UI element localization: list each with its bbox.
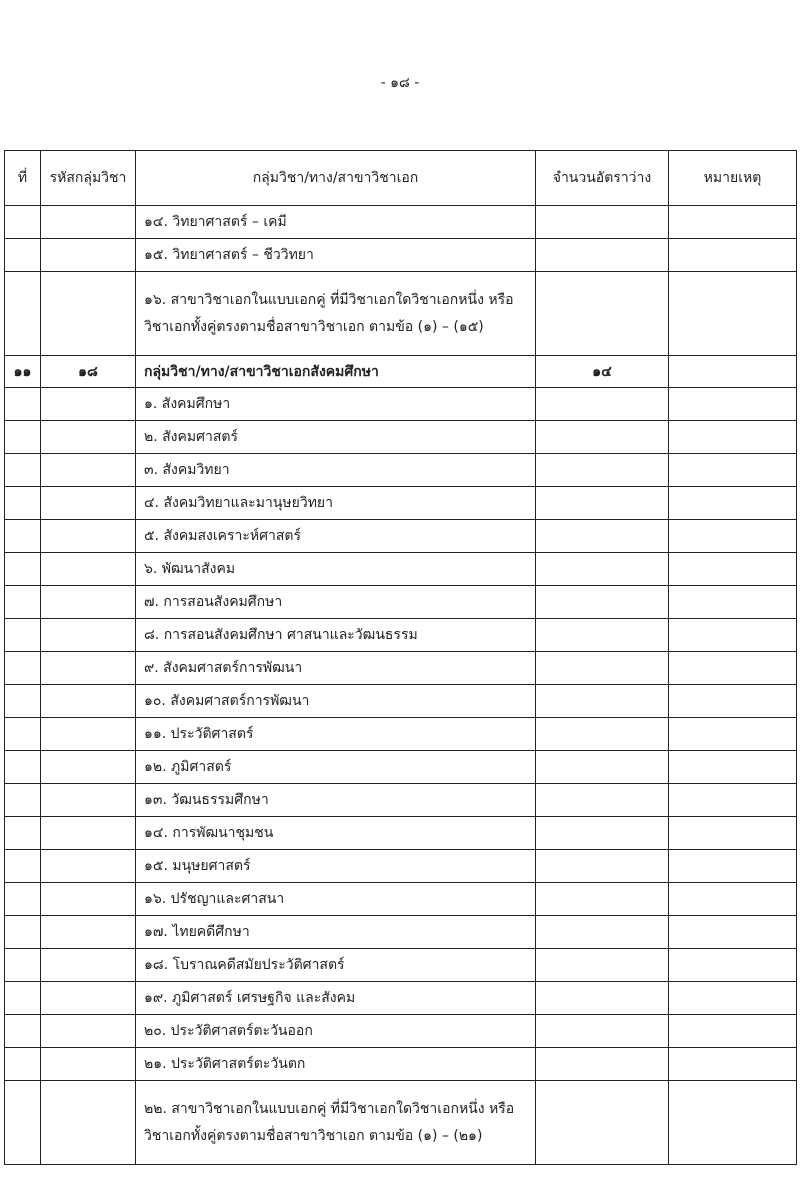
vacancies-cell [536, 619, 669, 652]
vacancies-cell [536, 784, 669, 817]
subject-cell: ๕. สังคมสงเคราะห์ศาสตร์ [136, 520, 536, 553]
no-cell [5, 553, 41, 586]
remarks-cell [669, 356, 797, 388]
remarks-cell [669, 520, 797, 553]
subject-cell: ๑๕. มนุษยศาสตร์ [136, 850, 536, 883]
code-cell [41, 487, 136, 520]
table-header-row [5, 151, 797, 206]
table-row [5, 1048, 797, 1081]
table-row [5, 206, 797, 239]
subject-cell: ๓. สังคมวิทยา [136, 454, 536, 487]
remarks-cell [669, 916, 797, 949]
remarks-cell [669, 619, 797, 652]
code-cell [41, 751, 136, 784]
vacancies-cell [536, 718, 669, 751]
table-row [5, 751, 797, 784]
subject-cell: ๑๖. ปรัชญาและศาสนา [136, 883, 536, 916]
table-row [5, 487, 797, 520]
vacancies-cell [536, 652, 669, 685]
no-cell [5, 850, 41, 883]
code-cell [41, 388, 136, 421]
code-cell [41, 206, 136, 239]
table-row [5, 1081, 797, 1165]
vacancies-cell [536, 206, 669, 239]
code-cell [41, 982, 136, 1015]
page-number: - ๑๘ - [380, 75, 420, 91]
table-row [5, 520, 797, 553]
no-cell [5, 388, 41, 421]
no-cell [5, 916, 41, 949]
table-row [5, 421, 797, 454]
vacancies-cell [536, 388, 669, 421]
remarks-cell [669, 652, 797, 685]
group-name: กลุ่มวิชา/ทาง/สาขาวิชาเอกสังคมศึกษา [136, 356, 536, 388]
table-row [5, 619, 797, 652]
remarks-cell [669, 850, 797, 883]
subject-cell: ๒๐. ประวัติศาสตร์ตะวันออก [136, 1015, 536, 1048]
subject-cell: ๑๕. วิทยาศาสตร์ – ชีววิทยา [136, 239, 536, 272]
remarks-cell [669, 949, 797, 982]
table-row [5, 784, 797, 817]
no-cell [5, 239, 41, 272]
no-cell [5, 784, 41, 817]
table-row [5, 718, 797, 751]
no-cell [5, 487, 41, 520]
group-no: ๑๑ [5, 356, 41, 388]
code-cell [41, 1081, 136, 1165]
vacancies-cell [536, 1081, 669, 1165]
subject-cell: ๑๗. ไทยคดีศึกษา [136, 916, 536, 949]
code-cell [41, 586, 136, 619]
vacancies-cell [536, 916, 669, 949]
no-cell [5, 454, 41, 487]
no-cell [5, 817, 41, 850]
no-cell [5, 982, 41, 1015]
code-cell [41, 272, 136, 356]
group-vacancies: ๑๔ [536, 356, 669, 388]
subject-cell: ๑๘. โบราณคดีสมัยประวัติศาสตร์ [136, 949, 536, 982]
subject-cell: ๖. พัฒนาสังคม [136, 553, 536, 586]
no-cell [5, 586, 41, 619]
table-row [5, 1015, 797, 1048]
table-row [5, 949, 797, 982]
vacancies-cell [536, 949, 669, 982]
table-row [5, 850, 797, 883]
no-cell [5, 718, 41, 751]
table-row [5, 817, 797, 850]
code-cell [41, 883, 136, 916]
code-cell [41, 421, 136, 454]
remarks-cell [669, 1048, 797, 1081]
vacancies-cell [536, 454, 669, 487]
no-cell [5, 1015, 41, 1048]
vacancies-cell [536, 553, 669, 586]
subject-cell: ๗. การสอนสังคมศึกษา [136, 586, 536, 619]
code-cell [41, 685, 136, 718]
code-cell [41, 454, 136, 487]
table-row [5, 883, 797, 916]
subject-cell: ๑๔. การพัฒนาชุมชน [136, 817, 536, 850]
header-code: รหัสกลุ่มวิชา [41, 151, 136, 206]
table-row [5, 586, 797, 619]
remarks-cell [669, 982, 797, 1015]
table-row [5, 685, 797, 718]
subject-cell: ๒๒. สาขาวิชาเอกในแบบเอกคู่ ที่มีวิชาเอกใดวิชาเอกหนึ่ง หรือวิชาเอกทั้งคู่ตรงตามชื่อสาขาวิชาเอก ตามข้อ (๑) – (๒๑) [136, 1081, 536, 1165]
subject-cell: ๒๑. ประวัติศาสตร์ตะวันตก [136, 1048, 536, 1081]
vacancies-cell [536, 421, 669, 454]
subject-cell: ๑๖. สาขาวิชาเอกในแบบเอกคู่ ที่มีวิชาเอกใดวิชาเอกหนึ่ง หรือวิชาเอกทั้งคู่ตรงตามชื่อสาขาวิชาเอก ตามข้อ (๑) – (๑๕) [136, 272, 536, 356]
table-row [5, 388, 797, 421]
no-cell [5, 206, 41, 239]
vacancies-cell [536, 487, 669, 520]
vacancies-cell [536, 1048, 669, 1081]
vacancies-cell [536, 883, 669, 916]
table-row [5, 553, 797, 586]
table-row [5, 239, 797, 272]
vacancies-cell [536, 850, 669, 883]
subject-cell: ๒. สังคมศาสตร์ [136, 421, 536, 454]
vacancies-cell [536, 272, 669, 356]
no-cell [5, 883, 41, 916]
remarks-cell [669, 421, 797, 454]
subject-cell: ๑. สังคมศึกษา [136, 388, 536, 421]
remarks-cell [669, 487, 797, 520]
no-cell [5, 652, 41, 685]
code-cell [41, 718, 136, 751]
subject-cell: ๑๙. ภูมิศาสตร์ เศรษฐกิจ และสังคม [136, 982, 536, 1015]
code-cell [41, 949, 136, 982]
code-cell [41, 520, 136, 553]
remarks-cell [669, 784, 797, 817]
table-row [5, 454, 797, 487]
vacancies-cell [536, 817, 669, 850]
subject-cell: ๑๑. ประวัติศาสตร์ [136, 718, 536, 751]
vacancy-table [4, 150, 797, 1165]
remarks-cell [669, 1081, 797, 1165]
remarks-cell [669, 718, 797, 751]
header-vacancies: จำนวนอัตราว่าง [536, 151, 669, 206]
remarks-cell [669, 206, 797, 239]
remarks-cell [669, 817, 797, 850]
vacancies-cell [536, 685, 669, 718]
no-cell [5, 619, 41, 652]
table-row [5, 916, 797, 949]
vacancies-cell [536, 586, 669, 619]
code-cell [41, 1048, 136, 1081]
vacancies-cell [536, 239, 669, 272]
code-cell [41, 553, 136, 586]
code-cell [41, 652, 136, 685]
group-row [5, 356, 797, 388]
header-subject: กลุ่มวิชา/ทาง/สาขาวิชาเอก [136, 151, 536, 206]
remarks-cell [669, 272, 797, 356]
code-cell [41, 1015, 136, 1048]
remarks-cell [669, 388, 797, 421]
header-remarks: หมายเหตุ [669, 151, 797, 206]
subject-cell: ๑๒. ภูมิศาสตร์ [136, 751, 536, 784]
table-row [5, 272, 797, 356]
remarks-cell [669, 586, 797, 619]
remarks-cell [669, 883, 797, 916]
group-code: ๑๘ [41, 356, 136, 388]
vacancies-cell [536, 751, 669, 784]
no-cell [5, 421, 41, 454]
table-row [5, 982, 797, 1015]
vacancies-cell [536, 1015, 669, 1048]
code-cell [41, 817, 136, 850]
header-no: ที่ [5, 151, 41, 206]
code-cell [41, 850, 136, 883]
no-cell [5, 1081, 41, 1165]
no-cell [5, 751, 41, 784]
subject-cell: ๑๓. วัฒนธรรมศึกษา [136, 784, 536, 817]
remarks-cell [669, 751, 797, 784]
no-cell [5, 949, 41, 982]
subject-cell: ๑๔. วิทยาศาสตร์ – เคมี [136, 206, 536, 239]
subject-cell: ๑๐. สังคมศาสตร์การพัฒนา [136, 685, 536, 718]
remarks-cell [669, 553, 797, 586]
code-cell [41, 619, 136, 652]
no-cell [5, 520, 41, 553]
code-cell [41, 916, 136, 949]
table-row [5, 652, 797, 685]
no-cell [5, 272, 41, 356]
remarks-cell [669, 1015, 797, 1048]
code-cell [41, 784, 136, 817]
no-cell [5, 1048, 41, 1081]
remarks-cell [669, 239, 797, 272]
subject-cell: ๙. สังคมศาสตร์การพัฒนา [136, 652, 536, 685]
subject-cell: ๘. การสอนสังคมศึกษา ศาสนาและวัฒนธรรม [136, 619, 536, 652]
vacancies-cell [536, 982, 669, 1015]
code-cell [41, 239, 136, 272]
no-cell [5, 685, 41, 718]
remarks-cell [669, 685, 797, 718]
subject-cell: ๔. สังคมวิทยาและมานุษยวิทยา [136, 487, 536, 520]
vacancies-cell [536, 520, 669, 553]
remarks-cell [669, 454, 797, 487]
